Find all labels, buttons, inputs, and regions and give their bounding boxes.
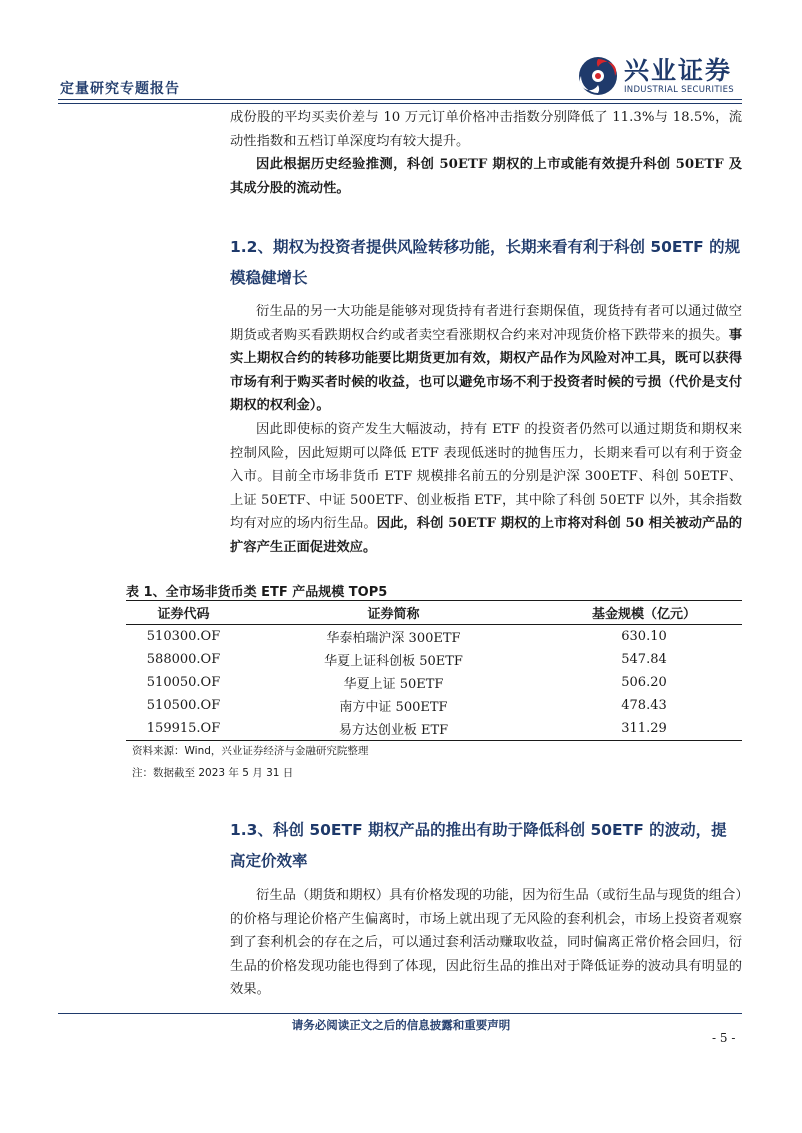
header-divider: [58, 99, 742, 100]
table-row: [126, 717, 742, 740]
table-cell-name: 南方中证 500ETF: [339, 700, 448, 716]
table-cell-size: 630.10: [621, 628, 667, 644]
section-heading-1-2: 1.2、期权为投资者提供风险转移功能，长期来看有利于科创 50ETF 的规模稳健增长: [230, 238, 741, 287]
table-header-name: 证券简称: [241, 601, 546, 625]
table-cell-name: 华夏上证科创板 50ETF: [324, 653, 463, 669]
logo-swirl-icon: [578, 56, 618, 96]
table-cell-code: 510300.OF: [146, 628, 221, 644]
paragraph-etf-scale: [230, 418, 742, 559]
paragraph-etf-scale-normal: 因此即使标的资产发生大幅波动，持有 ETF 的投资者仍然可以通过期货和期权来控制风险，因此短期可以降低 ETF 表现低迷时的抛售压力，长期来看可以有利于资金入市。目前全市场非货币 ETF 规模排名前五的分别是沪深 300ETF、科创 50ETF、上证 50ETF、中证 500ETF、创业板指 ETF，其中除了科创 50ETF 以外，其余指数均有对应的场内衍生品。: [230, 422, 742, 531]
section-heading-1-3: 1.3、科创 50ETF 期权产品的推出有助于降低科创 50ETF 的波动，提高定价效率: [230, 821, 727, 870]
table-caption: 表 1、全市场非货币类 ETF 产品规模 TOP5: [126, 585, 388, 600]
table-cell-code: 510050.OF: [146, 674, 221, 690]
page-number: - 5 -: [712, 1031, 736, 1045]
logo-chinese-name: 兴业证券: [624, 56, 733, 85]
etf-scale-table: [126, 600, 742, 741]
table-header-size: 基金规模（亿元）: [546, 601, 742, 625]
table-row: [126, 625, 742, 648]
table-cell-size: 478.43: [621, 698, 667, 714]
paragraph-liquidity-result: 成份股的平均买卖价差与 10 万元订单价格冲击指数分别降低了 11.3%与 18.5%，流动性指数和五档订单深度均有较大提升。: [230, 110, 742, 149]
paragraph-risk-transfer-normal: 衍生品的另一大功能是能够对现货持有者进行套期保值，现货持有者可以通过做空期货或者购买看跌期权合约或者卖空看涨期权合约来对冲现货价格下跌带来的损失。: [230, 304, 742, 343]
footer-divider: [58, 1013, 742, 1014]
paragraph-conclusion-liquidity: 因此根据历史经验推测，科创 50ETF 期权的上市或能有效提升科创 50ETF 及其成分股的流动性。: [230, 157, 742, 196]
footer-disclaimer: 请务必阅读正文之后的信息披露和重要声明: [291, 1018, 511, 1032]
table-header-code: 证券代码: [126, 601, 241, 625]
table-cell-name: 易方达创业板 ETF: [241, 717, 546, 740]
paragraph-risk-transfer: [230, 300, 742, 418]
table-cell-size: 311.29: [546, 717, 742, 740]
table-cell-code: 588000.OF: [146, 651, 221, 667]
paragraph-risk-transfer-bold: 事实上期权合约的转移功能要比期货更加有效，期权产品作为风险对冲工具，既可以获得市场有利于购买者时候的收益，也可以避免市场不利于投资者时候的亏损（代价是支付期权的权利金）。: [230, 327, 742, 413]
table-cell-code: 510500.OF: [146, 698, 221, 714]
table-header-row: [126, 601, 742, 625]
table-cell-name: 华泰柏瑞沪深 300ETF: [326, 630, 461, 646]
report-category-title: 定量研究专题报告: [60, 81, 180, 97]
table-date-note: 注：数据截至 2023 年 5 月 31 日: [132, 767, 294, 779]
table-cell-name: 华夏上证 50ETF: [343, 676, 444, 692]
table-row: [126, 671, 742, 694]
header-divider-thin: [58, 103, 742, 104]
paragraph-price-discovery: 衍生品（期货和期权）具有价格发现的功能，因为衍生品（或衍生品与现货的组合）的价格与理论价格产生偏离时，市场上就出现了无风险的套利机会，市场上投资者观察到了套利机会的存在之后，可以通过套利活动赚取收益，同时偏离正常价格会回归，衍生品的价格发现功能也得到了体现，因此衍生品的推出对于降低证券的波动具有明显的效果。: [230, 888, 742, 997]
table-row: [126, 648, 742, 671]
logo-english-name: INDUSTRIAL SECURITIES: [624, 85, 734, 95]
table-row: [126, 694, 742, 717]
table-source-note: 资料来源：Wind，兴业证券经济与金融研究院整理: [132, 745, 369, 757]
table-cell-size: 506.20: [621, 674, 667, 690]
table-cell-code: 159915.OF: [126, 717, 241, 740]
company-logo: [578, 56, 734, 96]
table-cell-size: 547.84: [621, 651, 667, 667]
paragraph-etf-scale-bold: 因此，科创 50ETF 期权的上市将对科创 50 相关被动产品的扩容产生正面促进效应。: [230, 516, 743, 555]
